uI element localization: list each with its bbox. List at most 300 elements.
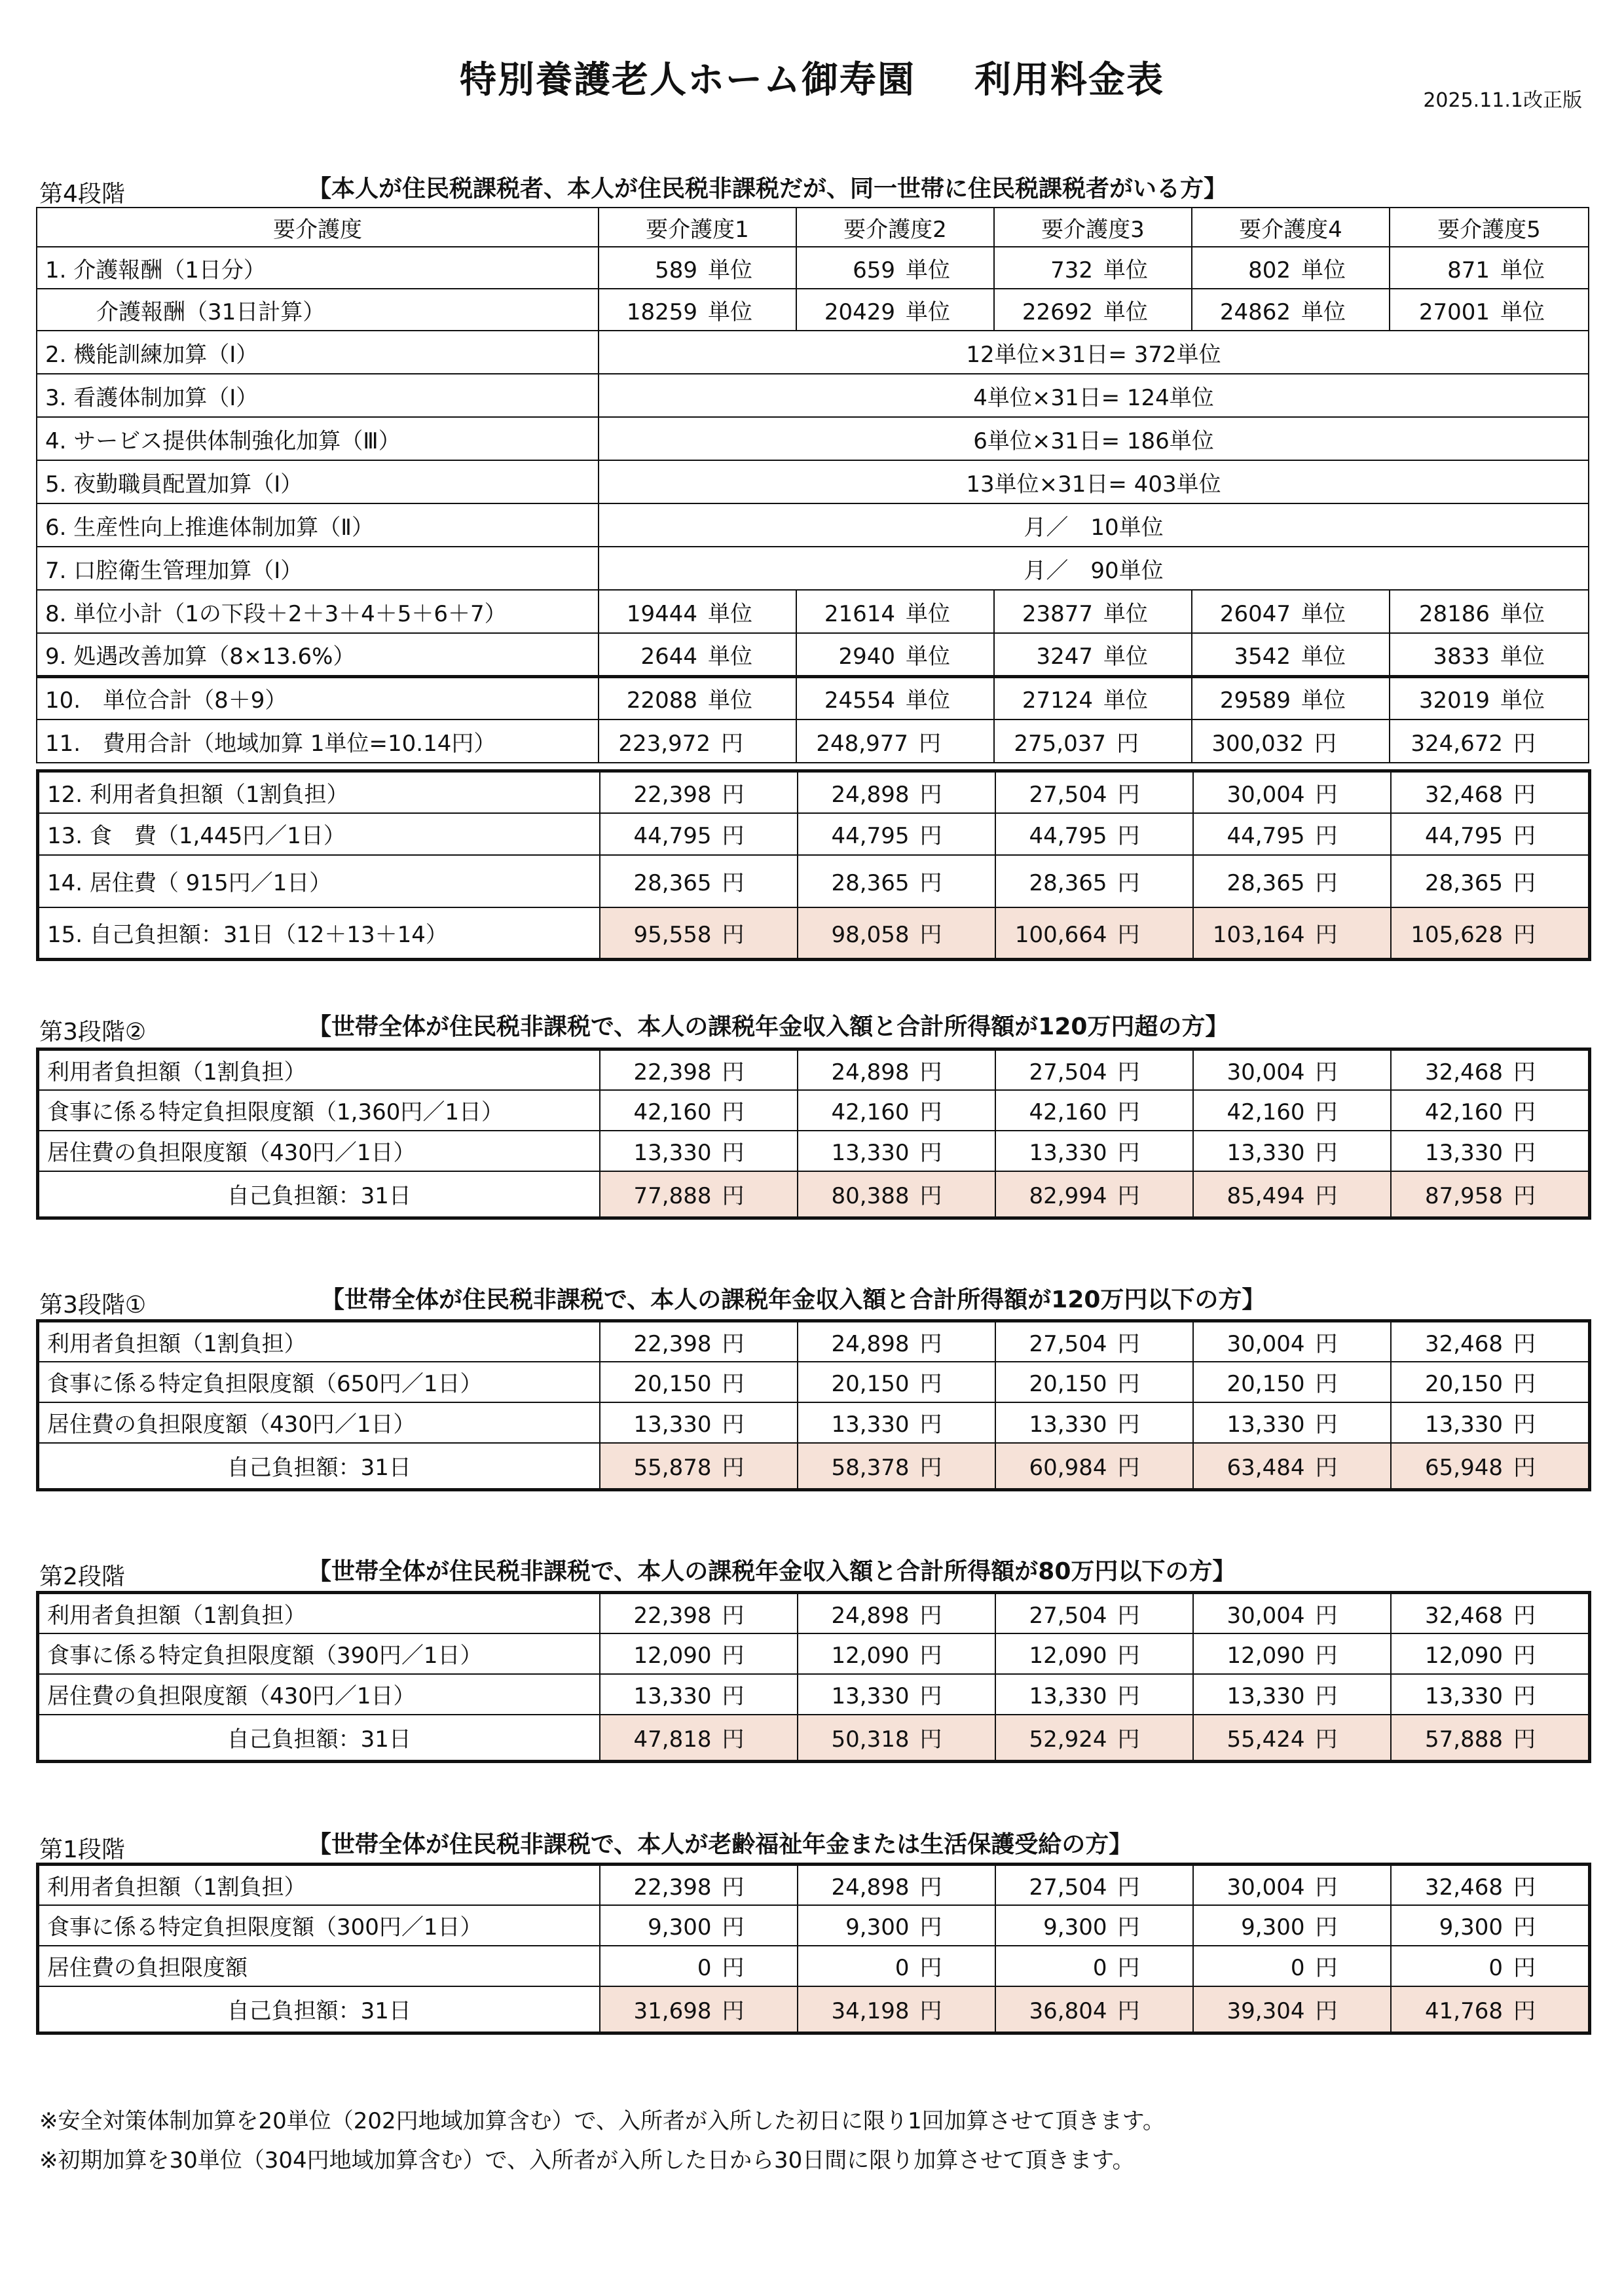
unit: 円 — [1513, 1330, 1536, 1357]
table-row — [37, 676, 1589, 720]
unit: 円 — [722, 1140, 745, 1166]
unit: 円 — [1513, 1726, 1536, 1753]
unit-cell — [1390, 633, 1589, 676]
yen-cell — [798, 1321, 995, 1362]
unit: 円 — [722, 823, 745, 849]
yen-cell — [600, 1131, 798, 1171]
value: 27124 — [1022, 687, 1093, 714]
unit: 円 — [721, 730, 743, 757]
unit: 円 — [919, 1602, 942, 1629]
value: 22,398 — [633, 1874, 712, 1901]
unit: 円 — [919, 1874, 942, 1901]
unit: 円 — [1315, 1643, 1338, 1669]
unit: 単位 — [906, 687, 950, 714]
value: 19444 — [626, 600, 697, 627]
table-row — [37, 547, 1589, 590]
value: 24,898 — [831, 1874, 910, 1901]
table-row — [38, 1402, 1590, 1443]
unit: 円 — [919, 1955, 942, 1981]
value: 34,198 — [831, 1998, 910, 2025]
yen-cell — [995, 813, 1193, 855]
unit-cell — [994, 676, 1192, 720]
value: 77,888 — [633, 1183, 712, 1210]
note-safety-addition: ※安全対策体制加算を20単位（202円地域加算含む）で、入所者が入所した初日に限り1回加算させて頂きます。 — [39, 2108, 1165, 2134]
unit: 円 — [1315, 1140, 1338, 1166]
stage3b-table — [36, 1048, 1591, 1220]
yen-cell — [600, 771, 798, 813]
value: 9,300 — [648, 1914, 712, 1941]
total-label: 自己負担額：31日 — [38, 1986, 600, 2033]
unit: 円 — [1513, 1602, 1536, 1629]
unit: 円 — [1513, 1412, 1536, 1438]
table-row — [38, 1049, 1590, 1090]
value: 24,898 — [831, 781, 910, 808]
total-cell — [798, 1171, 995, 1218]
total-cell — [995, 1715, 1193, 1762]
yen-cell — [798, 813, 995, 855]
unit: 単位 — [1500, 600, 1545, 627]
table-row — [38, 771, 1590, 813]
yen-cell — [600, 1946, 798, 1986]
table-row — [37, 503, 1589, 547]
value: 324,672 — [1411, 730, 1503, 757]
total-cell — [1193, 1715, 1391, 1762]
unit: 円 — [1513, 1643, 1536, 1669]
unit: 円 — [919, 1183, 942, 1210]
unit: 円 — [1315, 922, 1338, 949]
yen-cell — [1193, 1362, 1391, 1402]
unit: 円 — [1117, 1683, 1140, 1709]
table-row — [38, 1090, 1590, 1131]
value: 0 — [895, 1955, 910, 1981]
unit: 円 — [722, 1371, 745, 1397]
value: 42,160 — [1227, 1099, 1305, 1125]
unit-cell — [1390, 289, 1589, 331]
note-initial-addition: ※初期加算を30単位（304円地域加算含む）で、入所者が入所した日から30日間に限り加算させて頂きます。 — [39, 2147, 1135, 2174]
value: 47,818 — [633, 1726, 712, 1753]
value: 32,468 — [1425, 1874, 1503, 1901]
row-label: 食事に係る特定負担限度額（650円／1日） — [38, 1362, 600, 1402]
table-row — [38, 1905, 1590, 1946]
unit: 円 — [919, 1643, 942, 1669]
value: 22,398 — [633, 1059, 712, 1085]
value: 0 — [1488, 1955, 1503, 1981]
value: 39,304 — [1227, 1998, 1305, 2025]
unit-cell — [1192, 633, 1390, 676]
yen-cell — [1193, 1131, 1391, 1171]
yen-cell — [1193, 1090, 1391, 1131]
unit: 円 — [1315, 1914, 1338, 1941]
table-row — [38, 1593, 1590, 1633]
total-cell — [798, 907, 995, 960]
value: 57,888 — [1425, 1726, 1503, 1753]
yen-cell — [995, 1049, 1193, 1090]
value: 248,977 — [816, 730, 908, 757]
yen-cell — [1193, 813, 1391, 855]
value: 732 — [1050, 257, 1093, 283]
value: 12,090 — [1227, 1643, 1305, 1669]
unit: 円 — [1315, 1371, 1338, 1397]
unit: 円 — [919, 1998, 942, 2025]
unit: 円 — [919, 730, 941, 757]
table-row — [37, 417, 1589, 460]
table-row — [37, 590, 1589, 633]
total-cell — [1193, 1171, 1391, 1218]
total-cell — [600, 907, 798, 960]
unit: 円 — [722, 1183, 745, 1210]
row-label: 居住費の負担限度額（430円／1日） — [38, 1674, 600, 1715]
yen-cell — [1391, 1946, 1590, 1986]
yen-cell — [798, 1049, 995, 1090]
yen-cell — [1192, 720, 1390, 763]
value: 20429 — [824, 299, 895, 325]
unit: 円 — [1315, 1955, 1338, 1981]
value: 659 — [853, 257, 895, 283]
value: 28,365 — [1029, 870, 1107, 896]
unit: 円 — [1513, 730, 1536, 757]
unit: 円 — [1513, 781, 1536, 808]
unit: 円 — [1513, 1059, 1536, 1085]
header-care-level: 要介護度 — [37, 208, 599, 247]
total-label: 自己負担額：31日 — [38, 1715, 600, 1762]
value: 44,795 — [633, 823, 712, 849]
value: 22,398 — [633, 1602, 712, 1629]
yen-cell — [599, 720, 796, 763]
table-row — [37, 247, 1589, 289]
total-cell — [1391, 1443, 1590, 1490]
unit-cell — [1390, 676, 1589, 720]
yen-cell — [600, 1633, 798, 1674]
yen-cell — [798, 1402, 995, 1443]
yen-cell — [995, 1633, 1193, 1674]
yen-cell — [600, 1865, 798, 1905]
unit-cell — [599, 676, 796, 720]
value: 55,424 — [1227, 1726, 1305, 1753]
unit: 円 — [1513, 1683, 1536, 1709]
total-cell — [798, 1715, 995, 1762]
unit-cell — [599, 247, 796, 289]
unit: 円 — [722, 870, 745, 896]
unit-cell — [796, 590, 994, 633]
total-label: 自己負担額：31日 — [38, 1171, 600, 1218]
stage1-label: 第1段階 — [39, 1836, 125, 1863]
value: 13,330 — [1425, 1683, 1503, 1709]
unit: 円 — [1315, 1099, 1338, 1125]
total-cell — [1391, 907, 1590, 960]
value: 80,388 — [831, 1183, 910, 1210]
yen-cell — [1193, 1321, 1391, 1362]
unit: 円 — [919, 922, 942, 949]
unit: 円 — [1117, 1059, 1140, 1085]
yen-cell — [1391, 1321, 1590, 1362]
unit-cell — [1192, 289, 1390, 331]
value: 24554 — [824, 687, 895, 714]
value: 21614 — [824, 600, 895, 627]
unit: 単位 — [1301, 643, 1346, 670]
yen-cell — [600, 1402, 798, 1443]
yen-cell — [1193, 1674, 1391, 1715]
yen-cell — [995, 1131, 1193, 1171]
total-cell — [995, 1443, 1193, 1490]
row-label: 8. 単位小計（1の下段＋2＋3＋4＋5＋6＋7） — [37, 590, 599, 633]
value: 44,795 — [831, 823, 910, 849]
unit: 円 — [919, 1330, 942, 1357]
row-label: 1. 介護報酬（1日分） — [37, 247, 599, 289]
span-value: 月／ 90単位 — [599, 547, 1589, 590]
unit: 円 — [1117, 1140, 1140, 1166]
value: 13,330 — [1227, 1412, 1305, 1438]
unit: 単位 — [1103, 257, 1148, 283]
value: 32,468 — [1425, 781, 1503, 808]
yen-cell — [995, 771, 1193, 813]
unit: 円 — [1315, 1455, 1338, 1482]
unit: 円 — [722, 1330, 745, 1357]
value: 65,948 — [1425, 1455, 1503, 1482]
unit: 円 — [1117, 1371, 1140, 1397]
yen-cell — [995, 1321, 1193, 1362]
stage4-label: 第4段階 — [39, 181, 125, 208]
yen-cell — [798, 1593, 995, 1633]
span-value: 6単位×31日= 186単位 — [599, 417, 1589, 460]
value: 24,898 — [831, 1059, 910, 1085]
value: 36,804 — [1029, 1998, 1107, 2025]
value: 20,150 — [633, 1371, 712, 1397]
facility-name: 特別養護老人ホーム御寿園 — [460, 59, 915, 101]
value: 30,004 — [1227, 1602, 1305, 1629]
value: 95,558 — [633, 922, 712, 949]
yen-cell — [1193, 1593, 1391, 1633]
row-label: 4. サービス提供体制強化加算（Ⅲ） — [37, 417, 599, 460]
unit: 円 — [1315, 1726, 1338, 1753]
unit-cell — [796, 247, 994, 289]
value: 31,698 — [633, 1998, 712, 2025]
value: 9,300 — [1439, 1914, 1503, 1941]
unit: 円 — [1513, 870, 1536, 896]
unit-cell — [994, 590, 1192, 633]
yen-cell — [995, 1674, 1193, 1715]
value: 223,972 — [618, 730, 710, 757]
value: 24862 — [1219, 299, 1291, 325]
row-label: 10. 単位合計（8＋9） — [37, 676, 599, 720]
value: 28186 — [1418, 600, 1490, 627]
yen-cell — [600, 1905, 798, 1946]
unit: 単位 — [708, 600, 752, 627]
total-label: 15. 自己負担額：31日（12＋13＋14） — [38, 907, 600, 960]
unit: 円 — [1513, 1183, 1536, 1210]
total-label: 自己負担額：31日 — [38, 1443, 600, 1490]
yen-cell — [600, 1593, 798, 1633]
value: 44,795 — [1425, 823, 1503, 849]
value: 52,924 — [1029, 1726, 1107, 1753]
value: 0 — [1290, 1955, 1305, 1981]
total-cell — [600, 1715, 798, 1762]
yen-cell — [1193, 1049, 1391, 1090]
unit: 円 — [1315, 1683, 1338, 1709]
stage4-description: 【本人が住民税課税者、本人が住民税非課税だが、同一世帯に住民税課税者がいる方】 — [308, 175, 1228, 202]
unit: 円 — [919, 781, 942, 808]
yen-cell — [798, 1674, 995, 1715]
unit: 円 — [1117, 1726, 1140, 1753]
table-row — [38, 1443, 1590, 1490]
value: 30,004 — [1227, 1059, 1305, 1085]
yen-cell — [995, 1946, 1193, 1986]
value: 13,330 — [831, 1683, 910, 1709]
unit: 円 — [1513, 1914, 1536, 1941]
total-cell — [798, 1443, 995, 1490]
yen-cell — [995, 1905, 1193, 1946]
unit-cell — [599, 633, 796, 676]
value: 28,365 — [633, 870, 712, 896]
value: 20,150 — [831, 1371, 910, 1397]
yen-cell — [1391, 1090, 1590, 1131]
span-value: 12単位×31日= 372単位 — [599, 331, 1589, 374]
unit: 円 — [1315, 781, 1338, 808]
unit: 単位 — [1500, 257, 1545, 283]
row-label: 7. 口腔衛生管理加算（Ⅰ） — [37, 547, 599, 590]
unit: 円 — [1117, 1914, 1140, 1941]
unit: 単位 — [1103, 600, 1148, 627]
row-label: 利用者負担額（1割負担） — [38, 1865, 600, 1905]
yen-cell — [1391, 1049, 1590, 1090]
unit: 円 — [919, 1140, 942, 1166]
value: 0 — [697, 1955, 712, 1981]
unit: 単位 — [906, 299, 950, 325]
stage2-description: 【世帯全体が住民税非課税で、本人の課税年金収入額と合計所得額が80万円以下の方】 — [308, 1558, 1236, 1585]
table-row — [38, 1633, 1590, 1674]
yen-cell — [796, 720, 994, 763]
value: 12,090 — [1425, 1643, 1503, 1669]
table-row — [37, 208, 1589, 247]
table-row — [37, 331, 1589, 374]
yen-cell — [1193, 1905, 1391, 1946]
unit: 円 — [919, 1099, 942, 1125]
unit: 単位 — [1301, 687, 1346, 714]
value: 13,330 — [633, 1412, 712, 1438]
value: 28,365 — [831, 870, 910, 896]
stage4-table — [36, 207, 1589, 763]
unit: 円 — [722, 1998, 745, 2025]
stage3b-label: 第3段階② — [39, 1019, 147, 1046]
yen-cell — [798, 1946, 995, 1986]
unit: 円 — [1117, 1099, 1140, 1125]
value: 27001 — [1418, 299, 1490, 325]
unit: 円 — [1315, 1602, 1338, 1629]
header-level-1: 要介護度1 — [599, 208, 796, 247]
value: 13,330 — [1425, 1140, 1503, 1166]
value: 42,160 — [633, 1099, 712, 1125]
unit: 円 — [1117, 1998, 1140, 2025]
yen-cell — [798, 1131, 995, 1171]
unit: 円 — [1513, 823, 1536, 849]
unit: 円 — [1315, 823, 1338, 849]
table-row — [37, 720, 1589, 763]
unit: 円 — [722, 1602, 745, 1629]
total-cell — [1391, 1171, 1590, 1218]
stage3b-description: 【世帯全体が住民税非課税で、本人の課税年金収入額と合計所得額が120万円超の方】 — [308, 1013, 1229, 1040]
yen-cell — [995, 1865, 1193, 1905]
yen-cell — [1390, 720, 1589, 763]
value: 13,330 — [1029, 1140, 1107, 1166]
row-label: 11. 費用合計（地域加算 1単位=10.14円） — [37, 720, 599, 763]
total-cell — [798, 1986, 995, 2033]
value: 12,090 — [633, 1643, 712, 1669]
row-label: 12. 利用者負担額（1割負担） — [38, 771, 600, 813]
table-row — [38, 1946, 1590, 1986]
unit: 円 — [1513, 1140, 1536, 1166]
table-row — [37, 633, 1589, 676]
yen-cell — [798, 1090, 995, 1131]
yen-cell — [1391, 855, 1590, 907]
table-row — [38, 1865, 1590, 1905]
unit-cell — [1390, 590, 1589, 633]
header-level-2: 要介護度2 — [796, 208, 994, 247]
yen-cell — [600, 1674, 798, 1715]
unit: 円 — [1117, 823, 1140, 849]
unit: 円 — [1117, 1602, 1140, 1629]
table-row — [38, 907, 1590, 960]
unit: 単位 — [1500, 299, 1545, 325]
yen-cell — [1391, 1362, 1590, 1402]
unit: 円 — [722, 922, 745, 949]
unit-cell — [994, 289, 1192, 331]
value: 24,898 — [831, 1602, 910, 1629]
unit: 円 — [722, 1412, 745, 1438]
value: 13,330 — [1029, 1683, 1107, 1709]
value: 27,504 — [1029, 1059, 1107, 1085]
value: 27,504 — [1029, 781, 1107, 808]
yen-cell — [1391, 771, 1590, 813]
yen-cell — [600, 1049, 798, 1090]
unit: 円 — [1513, 1455, 1536, 1482]
unit: 円 — [1117, 922, 1140, 949]
value: 26047 — [1219, 600, 1291, 627]
span-value: 13単位×31日= 403単位 — [599, 460, 1589, 503]
table-row — [38, 1171, 1590, 1218]
unit: 単位 — [708, 299, 752, 325]
value: 82,994 — [1029, 1183, 1107, 1210]
unit: 円 — [722, 781, 745, 808]
yen-cell — [798, 771, 995, 813]
header-level-5: 要介護度5 — [1390, 208, 1589, 247]
row-label: 利用者負担額（1割負担） — [38, 1049, 600, 1090]
yen-cell — [995, 855, 1193, 907]
value: 32,468 — [1425, 1330, 1503, 1357]
value: 3833 — [1433, 643, 1490, 670]
unit: 単位 — [1500, 687, 1545, 714]
unit: 円 — [722, 1059, 745, 1085]
unit: 単位 — [708, 687, 752, 714]
table-row — [38, 1674, 1590, 1715]
table-row — [38, 1362, 1590, 1402]
unit: 円 — [1117, 1330, 1140, 1357]
table-row — [37, 460, 1589, 503]
unit: 円 — [722, 1643, 745, 1669]
value: 44,795 — [1029, 823, 1107, 849]
unit: 単位 — [1301, 299, 1346, 325]
unit: 円 — [1117, 1874, 1140, 1901]
unit: 単位 — [708, 643, 752, 670]
value: 100,664 — [1014, 922, 1107, 949]
total-cell — [995, 1171, 1193, 1218]
yen-cell — [1193, 771, 1391, 813]
yen-cell — [1391, 1402, 1590, 1443]
unit-cell — [796, 676, 994, 720]
unit: 単位 — [1301, 600, 1346, 627]
row-label: 居住費の負担限度額（430円／1日） — [38, 1131, 600, 1171]
unit: 円 — [1315, 1874, 1338, 1901]
value: 29589 — [1219, 687, 1291, 714]
value: 13,330 — [831, 1140, 910, 1166]
